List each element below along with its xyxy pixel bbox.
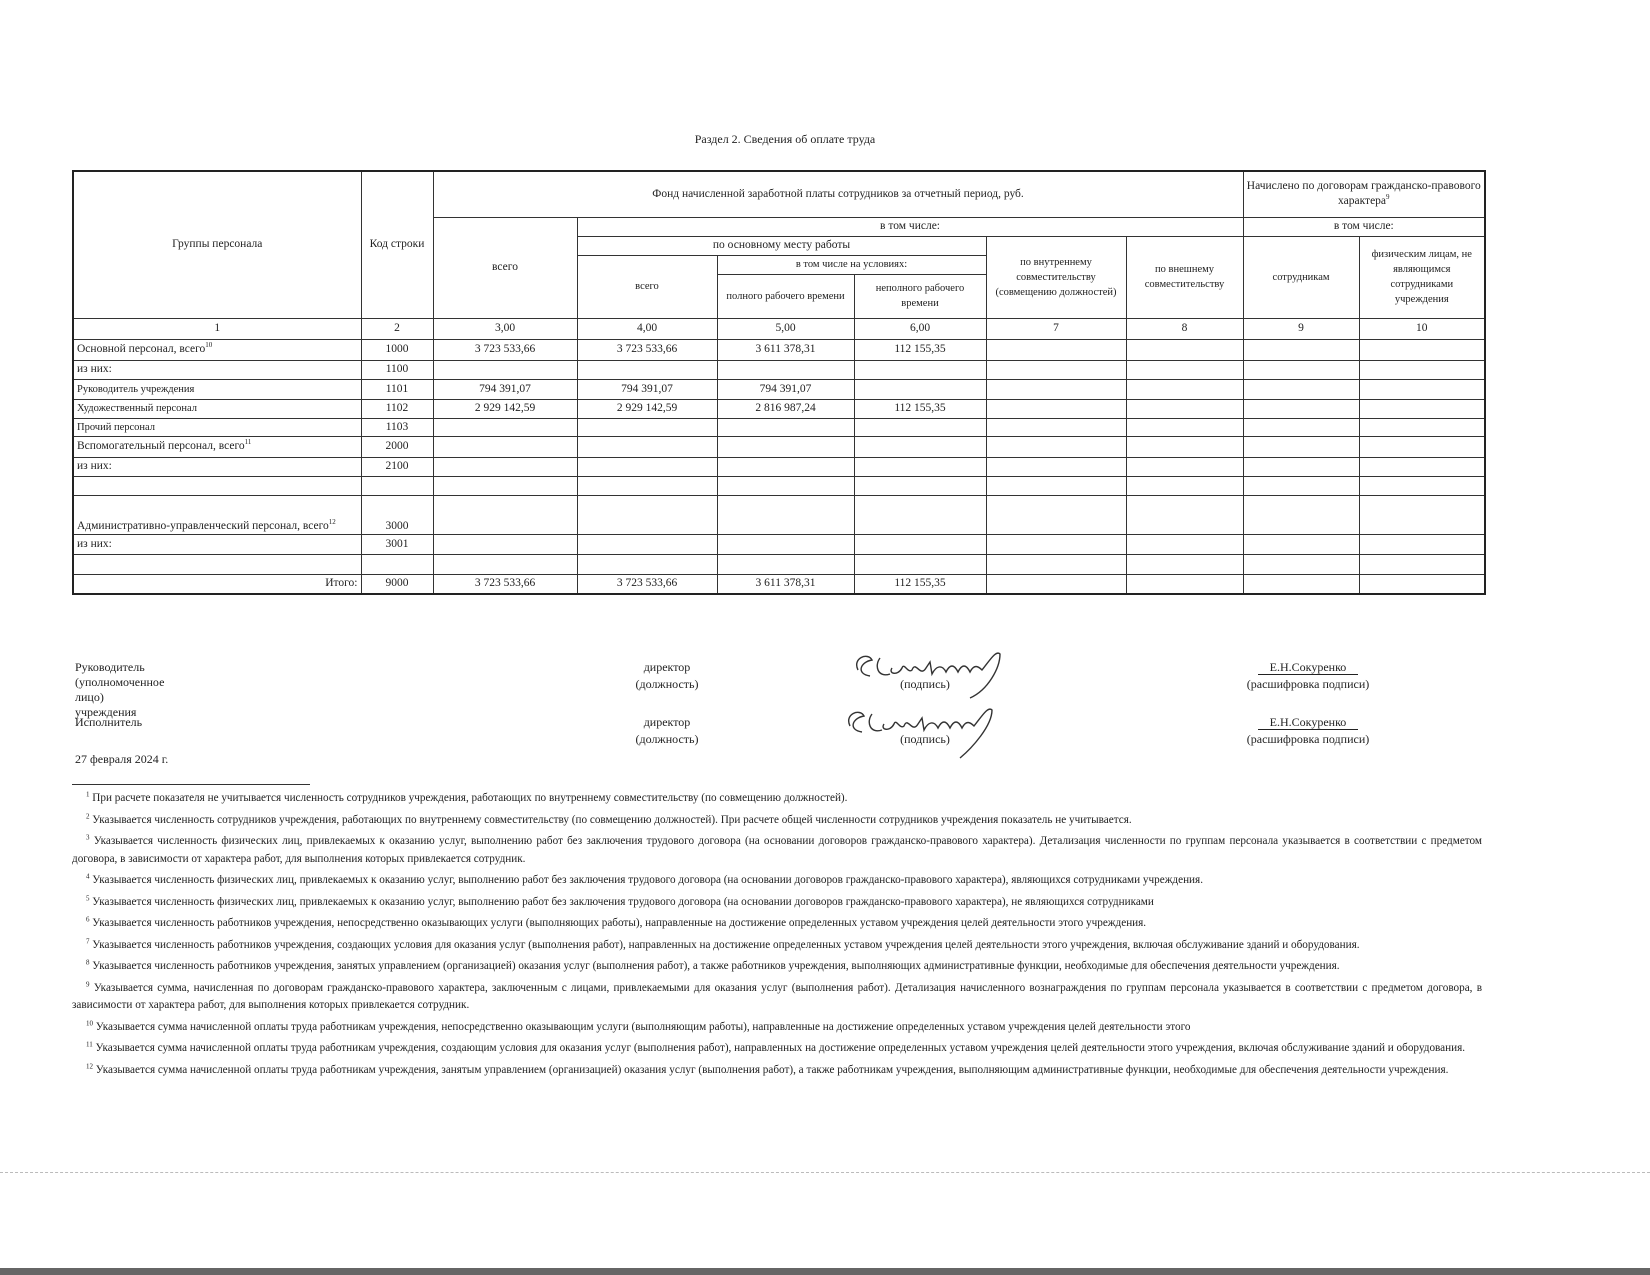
row-value-c4 [577, 457, 717, 476]
row-value-c9 [1243, 436, 1359, 457]
row-value-c6 [854, 418, 986, 436]
footnotes [72, 790, 1482, 1083]
footnote-number: 8 [86, 958, 90, 967]
row-value-c10 [1359, 418, 1485, 436]
col-number: 3,00 [433, 318, 577, 339]
footnote-text: Указывается численность сотрудников учреждения, работающих по внутреннему совместительству (по совмещению должностей). При расчете общей численности сотрудников учреждения показатель не учитывается. [92, 813, 1132, 826]
footnote-number: 2 [86, 811, 90, 820]
row-name-sup: 10 [205, 341, 213, 350]
row-name-text: Вспомогательный персонал, всего [77, 440, 245, 452]
row-value-c3 [433, 554, 577, 574]
total-c4: 3 723 533,66 [577, 574, 717, 594]
table-row [73, 360, 1485, 379]
row-value-c5: 2 816 987,24 [717, 399, 854, 418]
header-main-total: всего [577, 255, 717, 318]
footnote [72, 790, 1482, 808]
position-value: директор [643, 660, 691, 674]
row-code: 2000 [361, 436, 433, 457]
row-value-c4: 794 391,07 [577, 379, 717, 399]
row-value-c8 [1126, 495, 1243, 534]
handwritten-signature [850, 640, 1010, 702]
row-value-c9 [1243, 399, 1359, 418]
row-value-c9 [1243, 418, 1359, 436]
row-value-c4 [577, 495, 717, 534]
col-number: 8 [1126, 318, 1243, 339]
row-value-c3: 3 723 533,66 [433, 339, 577, 360]
header-part-time: неполного рабочего времени [854, 274, 986, 318]
footnote [72, 833, 1482, 868]
footnote [72, 1040, 1482, 1058]
table-row [73, 476, 1485, 495]
header-gph-non-employees: физическим лицам, не являющимся сотрудниками учреждения [1359, 236, 1485, 318]
row-value-c10 [1359, 476, 1485, 495]
row-name [73, 418, 361, 436]
col-number: 1 [73, 318, 361, 339]
row-name-text: Основной персонал, всего [77, 343, 206, 355]
row-name-text: из них: [77, 537, 112, 550]
row-value-c5 [717, 360, 854, 379]
row-name-text: из них: [77, 460, 112, 472]
row-value-c7 [986, 418, 1126, 436]
table-row [73, 339, 1485, 360]
header-code: Код строки [361, 171, 433, 318]
row-value-c10 [1359, 554, 1485, 574]
table-row [73, 399, 1485, 418]
row-value-c6 [854, 379, 986, 399]
row-value-c4 [577, 418, 717, 436]
row-name-text: Прочий персонал [77, 421, 156, 433]
row-code: 1100 [361, 360, 433, 379]
header-gph-incl: в том числе: [1243, 217, 1485, 236]
row-value-c8 [1126, 418, 1243, 436]
header-main-place: по основному месту работы [577, 236, 986, 255]
col-number: 10 [1359, 318, 1485, 339]
row-code: 1000 [361, 339, 433, 360]
row-value-c7 [986, 399, 1126, 418]
row-value-c7 [986, 339, 1126, 360]
row-value-c5 [717, 554, 854, 574]
row-name [73, 495, 361, 534]
row-value-c6 [854, 436, 986, 457]
col-number: 6,00 [854, 318, 986, 339]
footnote [72, 894, 1482, 912]
row-value-c8 [1126, 399, 1243, 418]
name-text: Е.Н.Сокуренко [1258, 660, 1359, 675]
row-value-c6: 112 155,35 [854, 399, 986, 418]
row-name [73, 457, 361, 476]
row-code [361, 476, 433, 495]
row-value-c8 [1126, 476, 1243, 495]
row-value-c7 [986, 436, 1126, 457]
row-value-c6 [854, 534, 986, 554]
col-number: 4,00 [577, 318, 717, 339]
row-code: 1101 [361, 379, 433, 399]
footnote-number: 3 [86, 833, 90, 842]
row-value-c3 [433, 457, 577, 476]
row-code: 1102 [361, 399, 433, 418]
col-number: 2 [361, 318, 433, 339]
footnote-text: Указывается сумма начисленной оплаты труда работникам учреждения, создающим условия для оказания услуг (выполнения работ), направленных на достижение определенных уставом учреждения целей деятельности этого учреждения, включая обслуживание зданий и оборудования. [95, 1042, 1466, 1054]
row-name-text: Административно-управленческий персонал, всего [77, 519, 329, 532]
footnote-text: Указывается численность физических лиц, привлекаемых к оказанию услуг, выполнению работ без заключения трудового договора (на основании договоров гражданско-правового характера). Детализация численности по группам персонала указывается в соответствии с предметом договора, в зависимости от характера работ, для выполнения которых привлекается сотрудник. [72, 835, 1482, 865]
row-name-sup: 11 [244, 438, 252, 447]
row-value-c3: 794 391,07 [433, 379, 577, 399]
header-gph-employees: сотрудникам [1243, 236, 1359, 318]
row-value-c10 [1359, 360, 1485, 379]
col-number: 9 [1243, 318, 1359, 339]
handwritten-signature [842, 696, 1002, 762]
row-value-c7 [986, 457, 1126, 476]
total-label: Итого: [73, 574, 361, 594]
total-row [73, 574, 1485, 594]
role-label: Руководитель (уполномоченное лицо) учреждения [75, 660, 165, 719]
row-code: 1103 [361, 418, 433, 436]
footnote [72, 980, 1482, 1015]
header-internal: по внутреннему совместительству (совмещению должностей) [986, 236, 1126, 318]
name-value [1248, 715, 1368, 730]
table-row [73, 554, 1485, 574]
row-value-c8 [1126, 436, 1243, 457]
row-value-c6 [854, 554, 986, 574]
scan-artifact-line [0, 1172, 1650, 1173]
row-value-c3 [433, 360, 577, 379]
total-c10 [1359, 574, 1485, 594]
footnote [72, 937, 1482, 955]
row-name-text: Художественный персонал [77, 403, 198, 414]
footnote-number: 6 [86, 915, 90, 924]
row-value-c5 [717, 436, 854, 457]
total-c5: 3 611 378,31 [717, 574, 854, 594]
row-value-c5 [717, 457, 854, 476]
row-value-c7 [986, 476, 1126, 495]
row-value-c4 [577, 360, 717, 379]
header-incl: в том числе: [577, 217, 1243, 236]
row-value-c7 [986, 495, 1126, 534]
row-value-c4 [577, 534, 717, 554]
footnote-number: 4 [86, 872, 90, 881]
footnote-text: Указывается численность работников учреждения, непосредственно оказывающих услуги (выполняющих работы), направленные на достижение определенных уставом учреждения целей деятельности этого учреждения. [92, 917, 1147, 929]
row-value-c7 [986, 554, 1126, 574]
footnote [72, 915, 1482, 933]
row-value-c3 [433, 534, 577, 554]
position-caption: (должность) [635, 732, 699, 746]
row-value-c5: 3 611 378,31 [717, 339, 854, 360]
footnote-text: Указывается сумма начисленной оплаты труда работникам учреждения, занятым управлением (организацией) оказания услуг (выполнения работ), а также работникам учреждения, выполняющим административные функции, необходимые для обеспечения деятельности учреждения. [95, 1063, 1449, 1076]
scan-edge [0, 1268, 1650, 1275]
row-value-c7 [986, 379, 1126, 399]
row-value-c5: 794 391,07 [717, 379, 854, 399]
table-row [73, 495, 1485, 534]
footnote-text: Указывается численность работников учреждения, создающих условия для оказания услуг (выполнения работ), направленных на достижение определенных уставом учреждения целей деятельности этого учреждения, включая обслуживание зданий и оборудования. [92, 938, 1360, 951]
row-value-c3 [433, 418, 577, 436]
row-name [73, 360, 361, 379]
footnote-number: 12 [86, 1061, 93, 1070]
row-value-c9 [1243, 554, 1359, 574]
role-label: Исполнитель [75, 715, 143, 729]
row-code: 2100 [361, 457, 433, 476]
row-value-c8 [1126, 379, 1243, 399]
payroll-table [72, 170, 1486, 595]
table-row [73, 534, 1485, 554]
header-external: по внешнему совместительству [1126, 236, 1243, 318]
footnote-number: 7 [86, 936, 90, 945]
header-gph [1243, 171, 1485, 217]
report-date: 27 февраля 2024 г. [75, 752, 169, 766]
row-value-c9 [1243, 534, 1359, 554]
total-c6: 112 155,35 [854, 574, 986, 594]
total-c9 [1243, 574, 1359, 594]
footnote-number: 5 [86, 893, 90, 902]
position-value: директор [643, 715, 691, 729]
footnote-text: Указывается численность работников учреждения, занятых управлением (организацией) оказания услуг (выполнения работ), а также работников учреждения, выполняющих административные функции, необходимые для обеспечения деятельности учреждения. [92, 960, 1340, 972]
header-fund: Фонд начисленной заработной платы сотрудников за отчетный период, руб. [433, 171, 1243, 217]
row-value-c6 [854, 476, 986, 495]
row-name-text: из них: [77, 363, 112, 375]
table-row [73, 379, 1485, 399]
row-value-c5 [717, 418, 854, 436]
column-numbers-row [73, 318, 1485, 339]
row-name [73, 476, 361, 495]
row-value-c3 [433, 495, 577, 534]
row-value-c8 [1126, 360, 1243, 379]
footnote-number: 1 [86, 790, 90, 799]
name-caption: (расшифровка подписи) [1246, 732, 1370, 746]
footnote-text: При расчете показателя не учитывается численность сотрудников учреждения, работающих по внутреннему совместительству (по совмещению должностей). [92, 792, 848, 804]
name-value [1248, 660, 1368, 675]
footnote-number: 9 [86, 979, 90, 988]
row-value-c6 [854, 457, 986, 476]
footnote-number: 11 [86, 1040, 93, 1049]
row-value-c5 [717, 495, 854, 534]
position-caption: (должность) [635, 677, 699, 691]
row-name [73, 379, 361, 399]
row-value-c5 [717, 534, 854, 554]
row-value-c4: 2 929 142,59 [577, 399, 717, 418]
row-value-c7 [986, 534, 1126, 554]
row-value-c4 [577, 554, 717, 574]
row-code: 3000 [361, 495, 433, 534]
row-value-c9 [1243, 360, 1359, 379]
row-value-c9 [1243, 495, 1359, 534]
row-name-sup: 12 [328, 517, 336, 526]
row-value-c6 [854, 495, 986, 534]
total-c7 [986, 574, 1126, 594]
total-code: 9000 [361, 574, 433, 594]
footnote-number: 10 [86, 1018, 93, 1027]
row-name [73, 399, 361, 418]
table-row [73, 418, 1485, 436]
row-value-c3 [433, 436, 577, 457]
name-text: Е.Н.Сокуренко [1258, 715, 1359, 730]
header-groups: Группы персонала [73, 171, 361, 318]
footnote [72, 872, 1482, 890]
table-row [73, 436, 1485, 457]
table-row [73, 457, 1485, 476]
header-total: всего [433, 217, 577, 318]
row-value-c9 [1243, 457, 1359, 476]
row-value-c4: 3 723 533,66 [577, 339, 717, 360]
row-value-c9 [1243, 339, 1359, 360]
signature-caption: (подпись) [900, 732, 950, 746]
section-title: Раздел 2. Сведения об оплате труда [694, 132, 876, 146]
row-value-c3: 2 929 142,59 [433, 399, 577, 418]
row-value-c10 [1359, 534, 1485, 554]
footnote-text: Указывается сумма начисленной оплаты труда работникам учреждения, непосредственно оказывающим услуги (выполняющим работы), направленные на достижение определенных уставом учреждения целей деятельности этого [95, 1020, 1191, 1033]
name-caption: (расшифровка подписи) [1246, 677, 1370, 691]
row-name [73, 436, 361, 457]
row-value-c9 [1243, 379, 1359, 399]
footnote [72, 1019, 1482, 1037]
header-gph-text: Начислено по договорам гражданско-правового характера [1246, 180, 1481, 208]
row-value-c4 [577, 436, 717, 457]
row-value-c10 [1359, 495, 1485, 534]
row-value-c8 [1126, 554, 1243, 574]
header-full-time: полного рабочего времени [717, 274, 854, 318]
row-code: 3001 [361, 534, 433, 554]
total-c3: 3 723 533,66 [433, 574, 577, 594]
table-body [73, 339, 1485, 574]
footnote-text: Указывается сумма, начисленная по договорам гражданско-правового характера, заключенным с лицами, привлекаемыми для оказания услуг (выполнения работ). Детализация начисленного вознаграждения по группам персонала указывается в соответствии с предметом договора, в зависимости от характера работ, для выполнения которых привлекается сотрудник. [72, 981, 1482, 1011]
footnote-text: Указывается численность физических лиц, привлекаемых к оказанию услуг, выполнению работ без заключения трудового договора (на основании договоров гражданско-правового характера), являющихся сотрудниками учреждения. [92, 874, 1203, 886]
row-value-c8 [1126, 534, 1243, 554]
col-number: 5,00 [717, 318, 854, 339]
row-name [73, 534, 361, 554]
footnote [72, 958, 1482, 976]
footnote-separator [72, 784, 310, 785]
header-incl-conditions: в том числе на условиях: [717, 255, 986, 274]
row-value-c8 [1126, 457, 1243, 476]
header-gph-sup: 9 [1386, 193, 1390, 202]
footnote [72, 1062, 1482, 1080]
col-number: 7 [986, 318, 1126, 339]
row-value-c4 [577, 476, 717, 495]
row-value-c10 [1359, 436, 1485, 457]
row-value-c10 [1359, 339, 1485, 360]
row-value-c6: 112 155,35 [854, 339, 986, 360]
signature-caption: (подпись) [900, 677, 950, 691]
row-value-c10 [1359, 399, 1485, 418]
row-name [73, 339, 361, 360]
footnote [72, 812, 1482, 830]
row-name-text: Руководитель учреждения [77, 383, 195, 395]
total-c8 [1126, 574, 1243, 594]
footnote-text: Указывается численность физических лиц, привлекаемых к оказанию услуг, выполнению работ без заключения трудового договора (на основании договоров гражданско-правового характера), не являющихся сотрудниками [92, 895, 1154, 908]
row-code [361, 554, 433, 574]
row-value-c3 [433, 476, 577, 495]
row-name [73, 554, 361, 574]
row-value-c6 [854, 360, 986, 379]
row-value-c9 [1243, 476, 1359, 495]
row-value-c8 [1126, 339, 1243, 360]
row-value-c7 [986, 360, 1126, 379]
row-value-c10 [1359, 457, 1485, 476]
row-value-c10 [1359, 379, 1485, 399]
row-value-c5 [717, 476, 854, 495]
